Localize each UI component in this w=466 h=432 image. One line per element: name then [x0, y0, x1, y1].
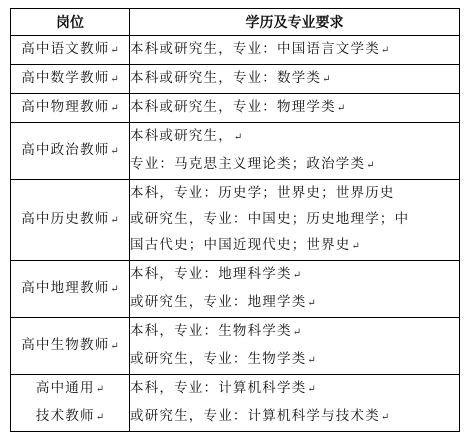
requirement-line	[130, 65, 459, 93]
requirement-text: 本科或研究生，专业：数学类	[130, 70, 322, 86]
paragraph-mark-icon: ↵	[292, 327, 302, 338]
requirement-line	[130, 346, 459, 374]
requirement-cell	[130, 65, 460, 94]
position-text: 高中数学教师	[21, 70, 110, 86]
table-row	[11, 261, 460, 318]
paragraph-mark-icon: ↵	[380, 45, 390, 56]
position-cell	[11, 261, 130, 318]
requirement-line	[130, 403, 459, 431]
position-cell	[11, 318, 130, 375]
position-cell	[11, 36, 130, 65]
paragraph-mark-icon: ↵	[292, 270, 302, 281]
requirement-text: 本科，专业：计算机科学类	[130, 380, 307, 396]
position-text: 高中物理教师	[21, 99, 110, 115]
requirement-line	[130, 94, 459, 122]
requirements-table	[10, 8, 460, 432]
requirement-line	[130, 375, 459, 403]
requirement-cell	[130, 318, 460, 375]
requirement-line	[130, 232, 459, 260]
paragraph-mark-icon: ↵	[110, 103, 119, 114]
position-text: 高中语文教师	[21, 41, 110, 57]
paragraph-mark-icon: ↵	[380, 412, 390, 423]
requirement-text: 或研究生，专业：地理学类	[130, 294, 307, 310]
position-text: 高中地理教师	[21, 280, 110, 296]
paragraph-mark-icon: ↵	[307, 384, 316, 395]
position-line	[11, 94, 129, 122]
position-text: 高中生物教师	[21, 337, 110, 353]
position-cell	[11, 94, 130, 123]
requirement-line	[130, 261, 459, 289]
requirement-line	[130, 151, 459, 179]
requirement-text: 本科或研究生，专业：物理学类	[130, 99, 336, 115]
paragraph-mark-icon: ↵	[336, 103, 346, 114]
paragraph-mark-icon: ↵	[110, 284, 119, 295]
position-text: 高中政治教师	[21, 142, 110, 158]
paragraph-mark-icon: ↵	[307, 298, 316, 309]
requirement-text: 专业：马克思主义理论类；政治学类	[130, 156, 366, 172]
table-body	[11, 36, 460, 432]
table-row	[11, 65, 460, 94]
requirement-text: 本科或研究生，	[130, 128, 233, 144]
requirement-line	[130, 180, 459, 206]
requirement-text: 或研究生，专业：生物学类	[130, 351, 307, 367]
paragraph-mark-icon: ↵	[366, 160, 375, 171]
table-row	[11, 123, 460, 180]
requirement-cell	[130, 123, 460, 180]
position-line	[11, 206, 129, 234]
requirement-text: 或研究生，专业：中国史；历史地理学；中	[130, 211, 410, 227]
position-text: 技术教师	[35, 408, 95, 424]
table-row	[11, 94, 460, 123]
requirement-text: 本科，专业：生物科学类	[130, 323, 292, 339]
header-requirement: 学历及专业要求	[130, 9, 460, 36]
requirement-text: 本科或研究生，专业：中国语言文学类	[130, 41, 380, 57]
position-line	[11, 403, 129, 431]
table-row	[11, 318, 460, 375]
requirement-line	[130, 206, 459, 232]
requirement-text: 或研究生，专业：计算机科学与技术类	[130, 408, 380, 424]
table-row	[11, 36, 460, 65]
position-cell	[11, 375, 130, 432]
position-line	[11, 375, 129, 403]
requirement-cell	[130, 36, 460, 65]
requirement-text: 本科，专业：地理科学类	[130, 266, 292, 282]
requirement-text: 国古代史；中国近现代史；世界史	[130, 237, 351, 253]
paragraph-mark-icon: ↵	[233, 132, 243, 143]
position-cell	[11, 180, 130, 261]
paragraph-mark-icon: ↵	[110, 45, 119, 56]
requirement-line	[130, 318, 459, 346]
position-text: 高中通用	[35, 380, 95, 396]
table-row	[11, 375, 460, 432]
requirement-text: 本科，专业：历史学；世界史；世界历史	[130, 185, 395, 201]
requirement-cell	[130, 180, 460, 261]
requirement-line	[130, 289, 459, 317]
paragraph-mark-icon: ↵	[110, 215, 119, 226]
position-text: 高中历史教师	[21, 211, 110, 227]
position-cell	[11, 65, 130, 94]
paragraph-mark-icon: ↵	[351, 241, 360, 252]
requirement-line	[130, 123, 459, 151]
position-line	[11, 65, 129, 93]
header-position: 岗位	[11, 9, 130, 36]
requirement-cell	[130, 261, 460, 318]
paragraph-mark-icon: ↵	[95, 384, 105, 395]
position-line	[11, 137, 129, 165]
paragraph-mark-icon: ↵	[322, 74, 331, 85]
requirement-cell	[130, 94, 460, 123]
paragraph-mark-icon: ↵	[110, 341, 119, 352]
table-row	[11, 180, 460, 261]
requirement-line	[130, 36, 459, 64]
paragraph-mark-icon: ↵	[95, 412, 105, 423]
paragraph-mark-icon: ↵	[307, 355, 316, 366]
position-line	[11, 275, 129, 303]
header-row	[11, 9, 460, 36]
position-line	[11, 332, 129, 360]
position-cell	[11, 123, 130, 180]
paragraph-mark-icon: ↵	[110, 146, 119, 157]
position-line	[11, 36, 129, 64]
paragraph-mark-icon: ↵	[110, 74, 119, 85]
requirement-cell	[130, 375, 460, 432]
